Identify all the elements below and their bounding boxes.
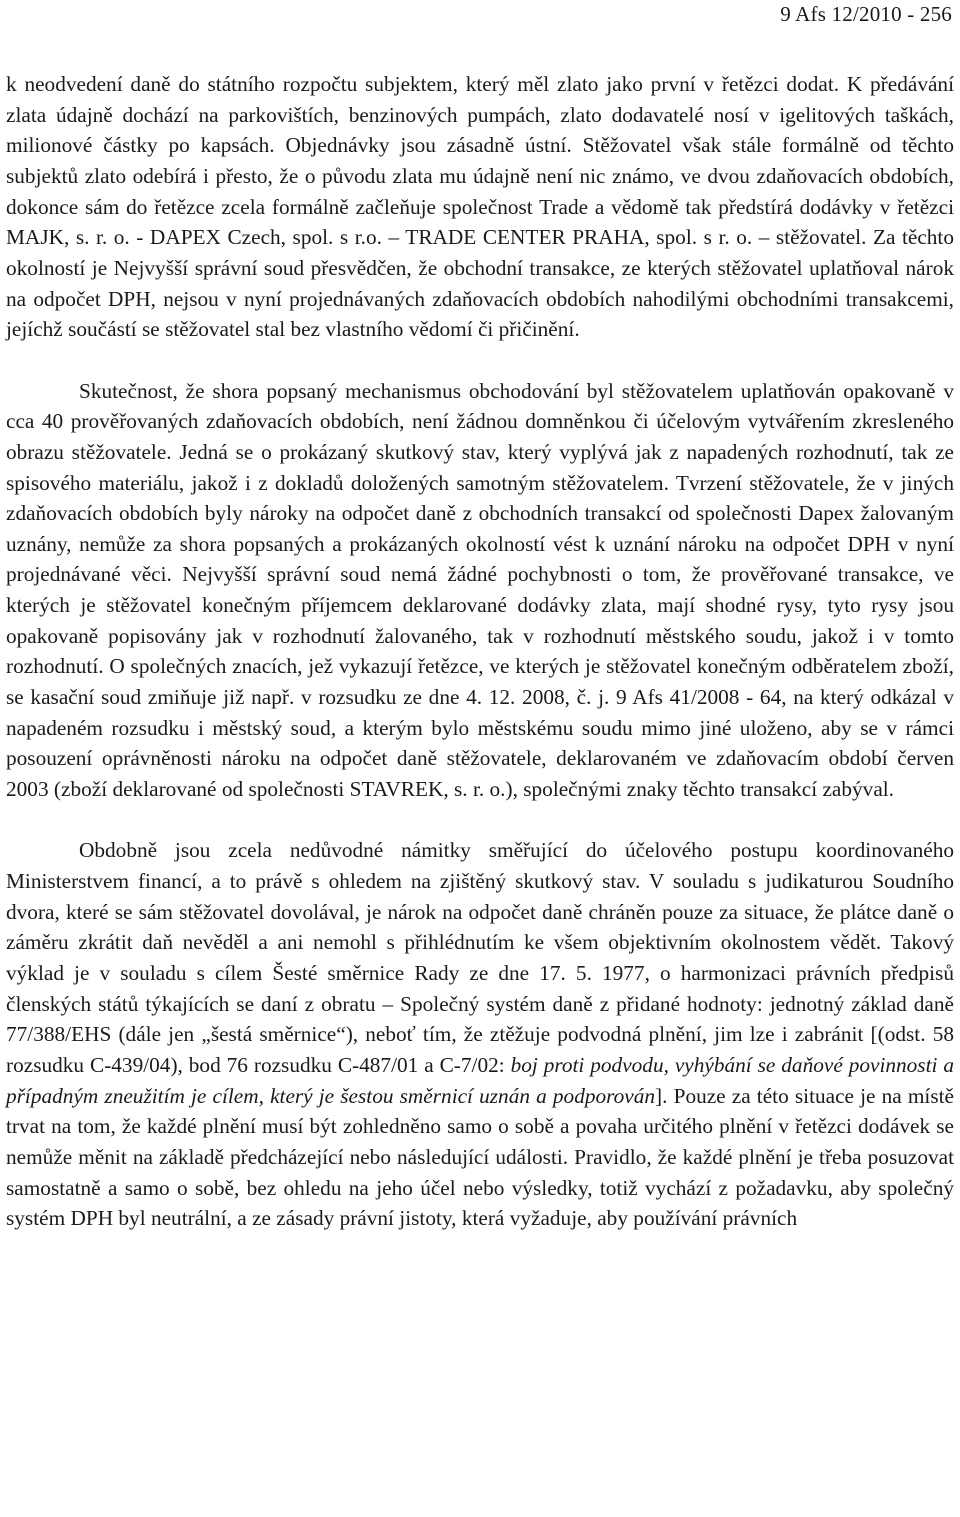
paragraph-1: k neodvedení daně do státního rozpočtu subjektem, který měl zlato jako první v řetězci dodat. K předávání zlata údajně dochází na parkovištích, benzinových pumpách, zlato dodavatelé nosí v igelitových taškách, milionové částky po kapsách. Objednávky jsou zásadně ústní. Stěžovatel však stále formálně od těchto subjektů zlato odebírá i přesto, že o původu zlata mu údajně není nic známo, ve dvou zdaňovacích obdobích, dokonce sám do řetězce zcela formálně začleňuje společnost Trade a vědomě tak předstírá dodávky v řetězci MAJK, s. r. o. - DAPEX Czech, spol. s r.o. – TRADE CENTER PRAHA, spol. s r. o. – stěžovatel. Za těchto okolností je Nejvyšší správní soud přesvědčen, že obchodní transakce, ze kterých stěžovatel uplatňoval nárok na odpočet DPH, nejsou v nyní projednávaných zdaňovacích obdobích nahodilými obchodními transakcemi, jejíchž součástí se stěžovatel stal bez vlastního vědomí či přičinění. bbox=[6, 72, 954, 342]
document-body bbox=[6, 69, 954, 1234]
paragraph-2: Skutečnost, že shora popsaný mechanismus obchodování byl stěžovatelem uplatňován opakovaně v cca 40 prověřovaných zdaňovacích obdobích, není žádnou domněnkou či účelovým vytvářením zkresleného obrazu stěžovatele. Jedná se o prokázaný skutkový stav, který vyplývá jak z napadených rozhodnutí, tak ze spisového materiálu, jakož i z dokladů doložených samotným stěžovatelem. Tvrzení stěžovatele, že v jiných zdaňovacích obdobích byly nároky na odpočet daně z obchodních transakcí od společnosti Dapex žalovaným uznány, nemůže za shora popsaných a prokázaných okolností vést k uznání nároku na odpočet DPH v nyní projednávané věci. Nejvyšší správní soud nemá žádné pochybnosti o tom, že prověřované transakce, ve kterých je stěžovatel konečným příjemcem deklarované dodávky zlata, mají shodné rysy, tyto rysy jsou opakovaně popisovány jak v rozhodnutí žalovaného, tak v rozhodnutí městského soudu, jakož i v tomto rozhodnutí. O společných znacích, jež vykazují řetězce, ve kterých je stěžovatel konečným odběratelem zboží, se kasační soud zmiňuje již např. v rozsudku ze dne 4. 12. 2008, č. j. 9 Afs 41/2008 - 64, na který odkázal v napadeném rozsudku i městský soud, a kterým bylo městskému soudu mimo jiné uloženo, aby se v rámci posouzení oprávněnosti nároku na odpočet daně stěžovatele, deklarovaném ve zdaňovacím období červen 2003 (zboží deklarované od společnosti STAVREK, s. r. o.), společnými znaky těchto transakcí zabýval. bbox=[6, 378, 954, 802]
case-reference: 9 Afs 12/2010 - 256 bbox=[780, 2, 952, 26]
quoted-italic-text: boj proti podvodu, vyhýbání se daňové povinnosti a případným zneužitím je cílem, který je šestou směrnicí uznán a podporován bbox=[6, 1052, 954, 1108]
paragraph-3 bbox=[6, 835, 954, 1234]
paragraph-3-text-a: Obdobně jsou zcela nedůvodné námitky směřující do účelového postupu koordinovaného Ministerstvem financí, a to právě s ohledem na zjištěný skutkový stav. V souladu s judikaturou Soudního dvora, které se sám stěžovatel dovolával, je nárok na odpočet daně chráněn pouze za situace, že plátce daně o záměru zkrátit daň nevěděl a ani nemohl s přihlédnutím ke všem objektivním okolnostem vědět. Takový výklad je v souladu s cílem Šesté směrnice Rady ze dne 17. 5. 1977, o harmonizaci právních předpisů členských států týkajících se daní z obratu – Společný systém daně z přidané hodnoty: jednotný základ daně 77/388/EHS (dále jen „šestá směrnice“), neboť tím, že ztěžuje podvodná plnění, jim lze i zabránit [(odst. 58 rozsudku C-439/04), bod 76 rozsudku C-487/01 a C-7/02: bbox=[6, 838, 954, 1077]
paragraph-3-text-b: ]. Pouze za této situace je na místě trvat na tom, že každé plnění musí být zohledněno samo o sobě a povaha určitého plnění v řetězci dodávek se nemůže měnit na základě předcházející nebo následující události. Pravidlo, že každé plnění je třeba posuzovat samostatně a samo o sobě, bez ohledu na jeho účel nebo výsledky, totiž vychází z požadavku, aby společný systém DPH byl neutrální, a ze zásady právní jistoty, která vyžaduje, aby používání právních bbox=[6, 1083, 954, 1231]
